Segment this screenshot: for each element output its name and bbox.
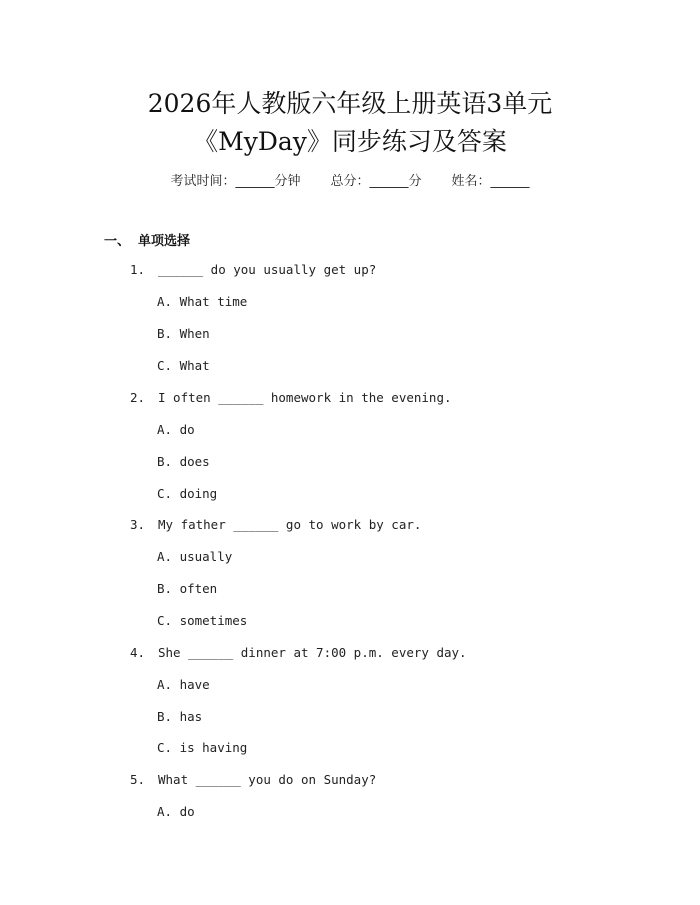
total-score-label: 总分：______分 [330,174,422,189]
question-2 [130,390,452,405]
exam-time-label: 考试时间：______分钟 [170,174,301,189]
question-number: 4. [130,645,146,660]
question-number: 3. [130,517,146,532]
question-text: My father ______ go to work by car. [158,517,422,532]
question-text: I often ______ homework in the evening. [158,390,452,405]
section-title: 单项选择 [138,234,191,249]
exam-meta [0,170,700,189]
question-4-option-c: C. is having [157,740,248,755]
question-1-option-c: C. What [157,358,210,373]
question-2-option-b: B. does [157,454,210,469]
question-text: ______ do you usually get up? [158,262,377,277]
document-title-line-1: 2026年人教版六年级上册英语3单元 [147,89,553,118]
question-2-option-a: A. do [157,422,195,437]
question-number: 2. [130,390,146,405]
question-number: 1. [130,262,146,277]
question-3-option-c: C. sometimes [157,613,248,628]
question-text: What ______ you do on Sunday? [158,772,377,787]
question-number: 5. [130,772,146,787]
question-3 [130,517,421,532]
document-title-line-2: 《MyDay》同步练习及答案 [193,127,507,156]
question-1-option-a: A. What time [157,294,248,309]
section-heading [104,230,190,249]
question-4-option-a: A. have [157,677,210,692]
question-3-option-a: A. usually [157,549,233,564]
question-2-option-c: C. doing [157,486,218,501]
question-4-option-b: B. has [157,709,203,724]
question-5-option-a: A. do [157,804,195,819]
student-name-label: 姓名：______ [451,174,530,189]
question-5 [130,772,376,787]
question-3-option-b: B. often [157,581,218,596]
question-4 [130,645,467,660]
question-1 [130,262,376,277]
question-text: She ______ dinner at 7:00 p.m. every day. [158,645,467,660]
section-number: 一、 [104,234,131,249]
question-1-option-b: B. When [157,326,210,341]
